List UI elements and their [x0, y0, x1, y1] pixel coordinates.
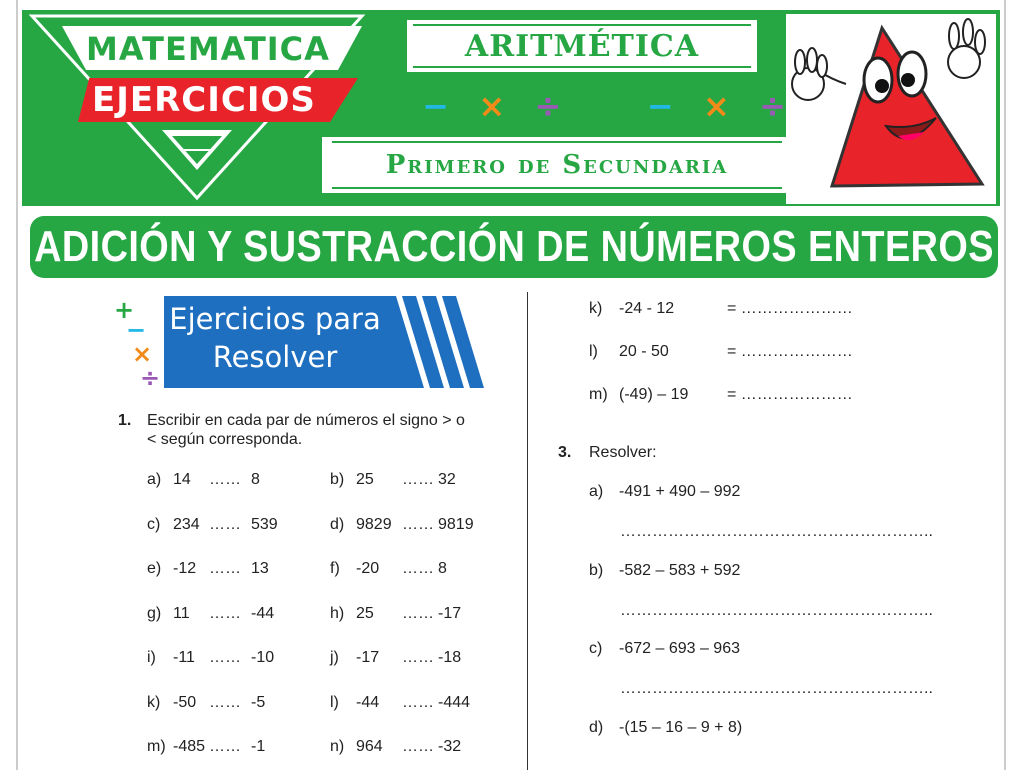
item-blank: ……: [402, 471, 434, 488]
item-left-number: -12: [173, 560, 197, 577]
times-icon: ×: [478, 87, 506, 125]
divide-icon: ÷: [759, 87, 786, 125]
item-left-number: 11: [173, 604, 190, 622]
item-label: c): [147, 515, 161, 533]
item-label: m): [589, 386, 608, 403]
item-left-number: -485: [173, 738, 206, 755]
grade-box: [322, 137, 792, 193]
item-label: f): [330, 560, 340, 577]
item-left-number: 964: [356, 738, 383, 755]
item-expression: -(15 – 16 – 9 + 8): [619, 718, 743, 736]
item-label: b): [589, 561, 604, 579]
item-answer-blank: = …………………: [727, 343, 853, 360]
item-blank: ……: [402, 560, 434, 577]
item-answer-blank: = …………………: [727, 386, 853, 403]
item-right-number: 8: [251, 471, 260, 488]
exercise-1-instruction: Escribir en cada par de números el signo > o: [147, 412, 465, 429]
minus-icon: −: [422, 87, 449, 125]
item-left-number: -50: [173, 693, 197, 711]
item-blank: ……: [402, 604, 434, 622]
item-blank: ……: [209, 738, 241, 755]
banner-line1: Ejercicios para: [169, 302, 381, 336]
item-expression: -672 – 693 – 963: [619, 640, 740, 657]
item-label: i): [147, 649, 156, 666]
minus-icon: −: [646, 87, 674, 125]
exercise-1-instruction-cont: < según corresponda.: [147, 431, 303, 448]
worksheet-title-bar: [30, 216, 998, 278]
item-blank: ……: [209, 471, 241, 488]
item-blank: ……: [209, 560, 241, 577]
item-expression: -24 - 12: [619, 300, 675, 317]
item-right-number: -10: [251, 649, 275, 666]
subject-box: [404, 17, 760, 75]
item-expression: 20 - 50: [619, 343, 669, 360]
times-icon: ×: [132, 340, 153, 368]
item-label: m): [147, 738, 166, 755]
item-answer-line: …………………………………………………..: [620, 523, 933, 540]
item-label: l): [589, 343, 598, 360]
item-right-number: 13: [251, 560, 269, 577]
item-label: e): [147, 560, 162, 577]
item-label: a): [589, 483, 604, 500]
item-label: l): [330, 693, 339, 711]
worksheet-title: ADICIÓN Y SUSTRACCIÓN DE NÚMEROS ENTEROS: [34, 222, 994, 271]
divide-icon: ÷: [534, 87, 562, 125]
item-blank: ……: [402, 738, 434, 755]
item-label: h): [330, 604, 345, 622]
item-right-number: -18: [438, 649, 462, 666]
item-right-number: -444: [438, 693, 471, 711]
item-label: g): [147, 604, 162, 622]
item-answer-blank: = …………………: [727, 300, 853, 317]
item-right-number: -5: [251, 693, 266, 711]
item-left-number: 9829: [356, 515, 392, 533]
item-left-number: -44: [356, 693, 380, 711]
item-expression: -491 + 490 – 992: [619, 483, 741, 500]
item-left-number: 14: [173, 471, 191, 488]
item-left-number: -20: [356, 560, 380, 577]
plus-icon: +: [590, 87, 618, 125]
item-blank: ……: [209, 649, 241, 666]
item-left-number: -11: [173, 649, 195, 666]
item-right-number: -44: [251, 604, 275, 622]
banner-title: [150, 300, 400, 376]
item-right-number: -17: [438, 604, 462, 622]
subject-label: ARITMÉTICA: [464, 28, 700, 64]
item-blank: ……: [209, 604, 241, 622]
item-label: a): [147, 471, 162, 488]
exercise-3-instruction: Resolver:: [589, 444, 657, 461]
column-divider: [527, 292, 528, 770]
item-label: c): [589, 640, 603, 657]
item-blank: ……: [209, 693, 241, 711]
logo-subtitle: EJERCICIOS: [92, 80, 316, 120]
divide-icon: ÷: [140, 364, 161, 392]
item-label: k): [589, 300, 603, 317]
item-label: k): [147, 693, 161, 711]
banner-line2: Resolver: [212, 340, 338, 374]
item-right-number: 32: [438, 471, 456, 488]
minus-icon: −: [126, 316, 147, 344]
plus-icon: +: [114, 296, 135, 324]
item-answer-line: …………………………………………………..: [620, 680, 933, 697]
operator-row: [366, 86, 786, 126]
item-left-number: -17: [356, 649, 380, 666]
item-label: d): [589, 718, 604, 736]
item-expression: (-49) – 19: [619, 386, 689, 403]
item-right-number: -1: [251, 738, 266, 755]
item-blank: ……: [402, 649, 434, 666]
exercise-1-number: 1.: [118, 412, 132, 429]
item-right-number: 9819: [438, 515, 474, 533]
triangle-mascot-icon: [786, 14, 996, 204]
item-label: j): [330, 649, 339, 666]
logo-title: MATEMATICA: [86, 30, 330, 68]
item-label: n): [330, 738, 345, 755]
item-left-number: 234: [173, 515, 200, 533]
item-label: d): [330, 515, 345, 533]
grade-label: Primero de Secundaria: [385, 150, 729, 180]
item-right-number: -32: [438, 738, 462, 755]
plus-icon: +: [366, 87, 393, 125]
times-icon: ×: [702, 87, 730, 125]
item-right-number: 8: [438, 560, 447, 577]
item-left-number: 25: [356, 604, 374, 622]
item-answer-line: …………………………………………………..: [620, 601, 933, 619]
item-expression: -582 – 583 + 592: [619, 561, 741, 579]
item-blank: ……: [402, 515, 434, 533]
item-blank: ……: [402, 693, 434, 711]
item-blank: ……: [209, 515, 241, 533]
item-left-number: 25: [356, 471, 374, 488]
item-label: b): [330, 471, 345, 488]
item-right-number: 539: [251, 515, 278, 533]
exercise-3-number: 3.: [558, 444, 572, 461]
